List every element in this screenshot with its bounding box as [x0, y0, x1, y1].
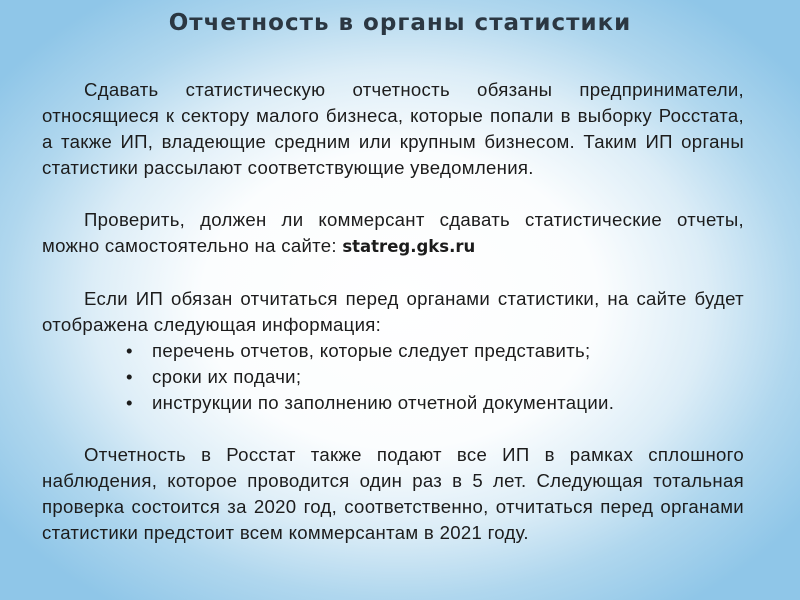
- slide-title: Отчетность в органы статистики: [168, 10, 632, 36]
- info-list: [42, 338, 744, 416]
- list-item: [42, 390, 744, 416]
- list-item-text: инструкции по заполнению отчетной документации.: [152, 392, 615, 413]
- spacer: [42, 416, 744, 442]
- paragraph-check-text: Проверить, должен ли коммерсант сдавать статистические отчеты, можно самостоятельно на сайте:: [42, 209, 744, 256]
- paragraph-reporting-obligation: Сдавать статистическую отчетность обязаны предприниматели, относящиеся к сектору малого бизнеса, которые попали в выборку Росстата, а также ИП, владеющие средним или крупным бизнесом. Таким ИП органы статистики рассылают соответствующие уведомления.: [42, 79, 744, 178]
- paragraph-continuous-observation: Отчетность в Росстат также подают все ИП в рамках сплошного наблюдения, которое проводится один раз в 5 лет. Следующая тотальная проверка состоится за 2020 год, соответственно, отчитаться перед органами статистики предстоит всем коммерсантам в 2021 году.: [42, 444, 744, 543]
- bullet-icon: •: [126, 366, 133, 387]
- site-link[interactable]: statreg.gks.ru: [342, 237, 476, 256]
- paragraph-check-requirement: [42, 207, 744, 260]
- list-item-text: перечень отчетов, которые следует представить;: [152, 340, 591, 361]
- list-item-text: сроки их подачи;: [152, 366, 302, 387]
- list-item: [42, 338, 744, 364]
- slide-body: [42, 77, 744, 546]
- bullet-icon: •: [126, 392, 133, 413]
- bullet-icon: •: [126, 340, 133, 361]
- list-item: [42, 364, 744, 390]
- paragraph-info-shown: Если ИП обязан отчитаться перед органами статистики, на сайте будет отображена следующая информация:: [42, 288, 744, 335]
